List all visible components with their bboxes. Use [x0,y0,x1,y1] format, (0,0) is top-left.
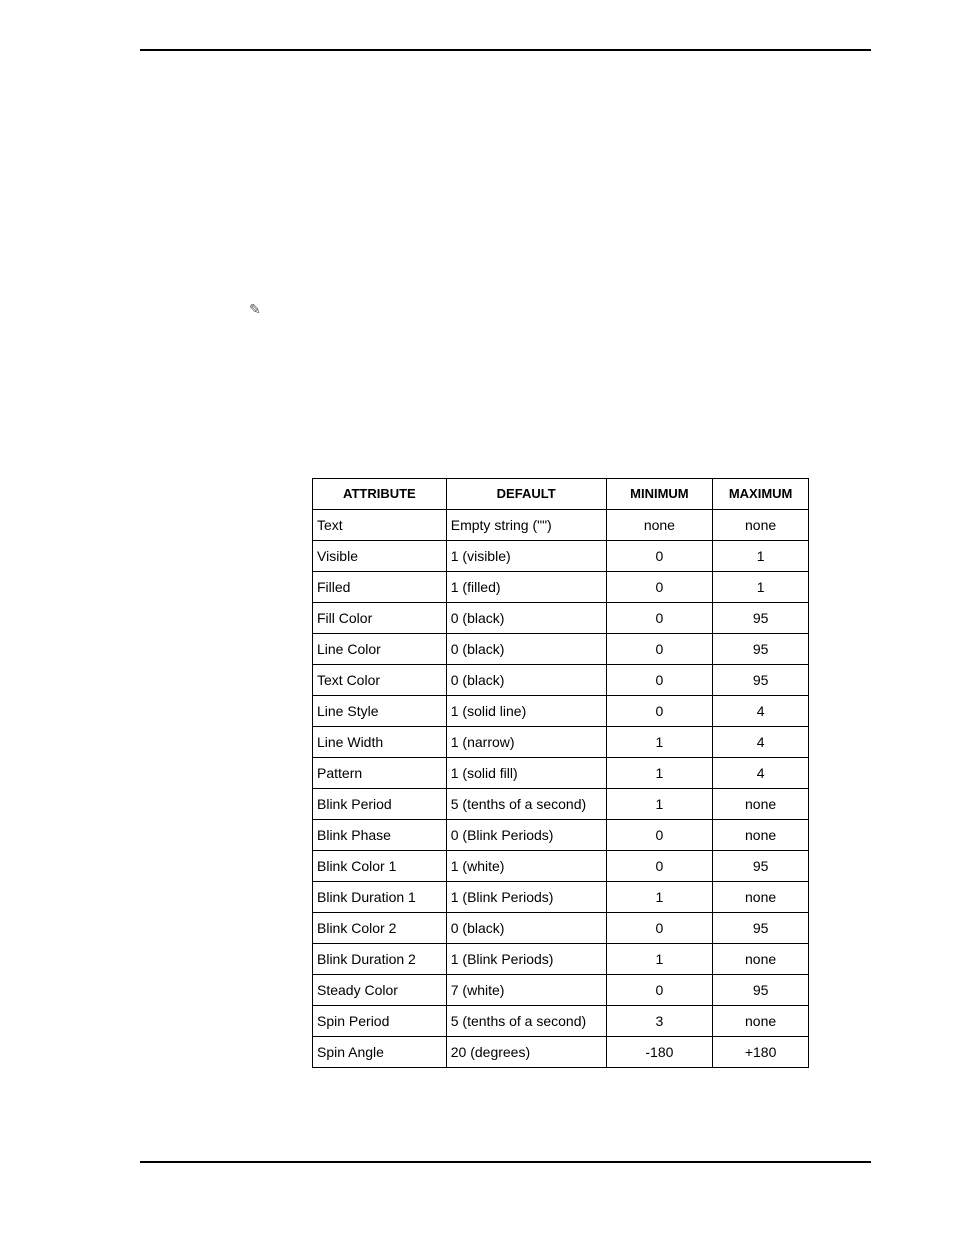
table-row [313,851,809,882]
table-row [313,882,809,913]
minimum-cell: 0 [606,603,713,634]
maximum-cell: 4 [713,696,809,727]
attribute-cell: Spin Angle [313,1037,447,1068]
default-cell: 0 (black) [446,913,606,944]
table-row [313,510,809,541]
table-row [313,820,809,851]
pencil-icon: ✎ [249,302,261,318]
attribute-cell: Blink Duration 1 [313,882,447,913]
attribute-cell: Line Width [313,727,447,758]
default-cell: 0 (black) [446,603,606,634]
maximum-cell: none [713,1006,809,1037]
default-cell: 0 (black) [446,634,606,665]
minimum-cell: 0 [606,696,713,727]
default-cell: 1 (narrow) [446,727,606,758]
table-row [313,541,809,572]
attribute-cell: Line Style [313,696,447,727]
minimum-cell: -180 [606,1037,713,1068]
minimum-cell: 1 [606,789,713,820]
column-header-attribute: ATTRIBUTE [313,479,447,510]
table-row [313,944,809,975]
attribute-cell: Blink Phase [313,820,447,851]
attribute-cell: Filled [313,572,447,603]
minimum-cell: 1 [606,882,713,913]
attribute-cell: Steady Color [313,975,447,1006]
default-cell: 5 (tenths of a second) [446,789,606,820]
minimum-cell: 0 [606,851,713,882]
table-row [313,758,809,789]
table-header-row [313,479,809,510]
maximum-cell: 95 [713,913,809,944]
minimum-cell: 3 [606,1006,713,1037]
minimum-cell: 0 [606,820,713,851]
column-header-minimum: MINIMUM [606,479,713,510]
default-cell: 1 (white) [446,851,606,882]
maximum-cell: none [713,944,809,975]
default-cell: 1 (solid fill) [446,758,606,789]
table-row [313,975,809,1006]
table-row [313,727,809,758]
default-cell: 1 (Blink Periods) [446,882,606,913]
maximum-cell: none [713,789,809,820]
minimum-cell: none [606,510,713,541]
table-row [313,665,809,696]
maximum-cell: 95 [713,851,809,882]
maximum-cell: 4 [713,727,809,758]
attribute-cell: Pattern [313,758,447,789]
attribute-table [312,478,809,1068]
minimum-cell: 1 [606,758,713,789]
attribute-cell: Text Color [313,665,447,696]
default-cell: Empty string ("") [446,510,606,541]
minimum-cell: 0 [606,975,713,1006]
default-cell: 5 (tenths of a second) [446,1006,606,1037]
attribute-cell: Blink Color 1 [313,851,447,882]
table-row [313,913,809,944]
maximum-cell: +180 [713,1037,809,1068]
minimum-cell: 1 [606,727,713,758]
table-row [313,789,809,820]
default-cell: 1 (Blink Periods) [446,944,606,975]
minimum-cell: 1 [606,944,713,975]
default-cell: 1 (solid line) [446,696,606,727]
footer-rule [140,1161,871,1163]
table-row [313,572,809,603]
table-row [313,1006,809,1037]
minimum-cell: 0 [606,572,713,603]
default-cell: 20 (degrees) [446,1037,606,1068]
default-cell: 1 (visible) [446,541,606,572]
minimum-cell: 0 [606,541,713,572]
maximum-cell: 4 [713,758,809,789]
minimum-cell: 0 [606,634,713,665]
maximum-cell: 95 [713,634,809,665]
attribute-cell: Fill Color [313,603,447,634]
minimum-cell: 0 [606,665,713,696]
attribute-cell: Visible [313,541,447,572]
default-cell: 7 (white) [446,975,606,1006]
table-row [313,634,809,665]
maximum-cell: 1 [713,572,809,603]
attribute-cell: Text [313,510,447,541]
attribute-cell: Blink Color 2 [313,913,447,944]
maximum-cell: none [713,882,809,913]
table-row [313,1037,809,1068]
maximum-cell: 95 [713,975,809,1006]
default-cell: 0 (Blink Periods) [446,820,606,851]
attribute-cell: Line Color [313,634,447,665]
maximum-cell: 95 [713,603,809,634]
table-row [313,696,809,727]
attribute-cell: Blink Duration 2 [313,944,447,975]
header-rule [140,49,871,51]
maximum-cell: 95 [713,665,809,696]
table-body [313,510,809,1068]
column-header-default: DEFAULT [446,479,606,510]
minimum-cell: 0 [606,913,713,944]
default-cell: 0 (black) [446,665,606,696]
table-row [313,603,809,634]
attribute-cell: Blink Period [313,789,447,820]
maximum-cell: none [713,820,809,851]
maximum-cell: 1 [713,541,809,572]
attribute-cell: Spin Period [313,1006,447,1037]
column-header-maximum: MAXIMUM [713,479,809,510]
default-cell: 1 (filled) [446,572,606,603]
maximum-cell: none [713,510,809,541]
